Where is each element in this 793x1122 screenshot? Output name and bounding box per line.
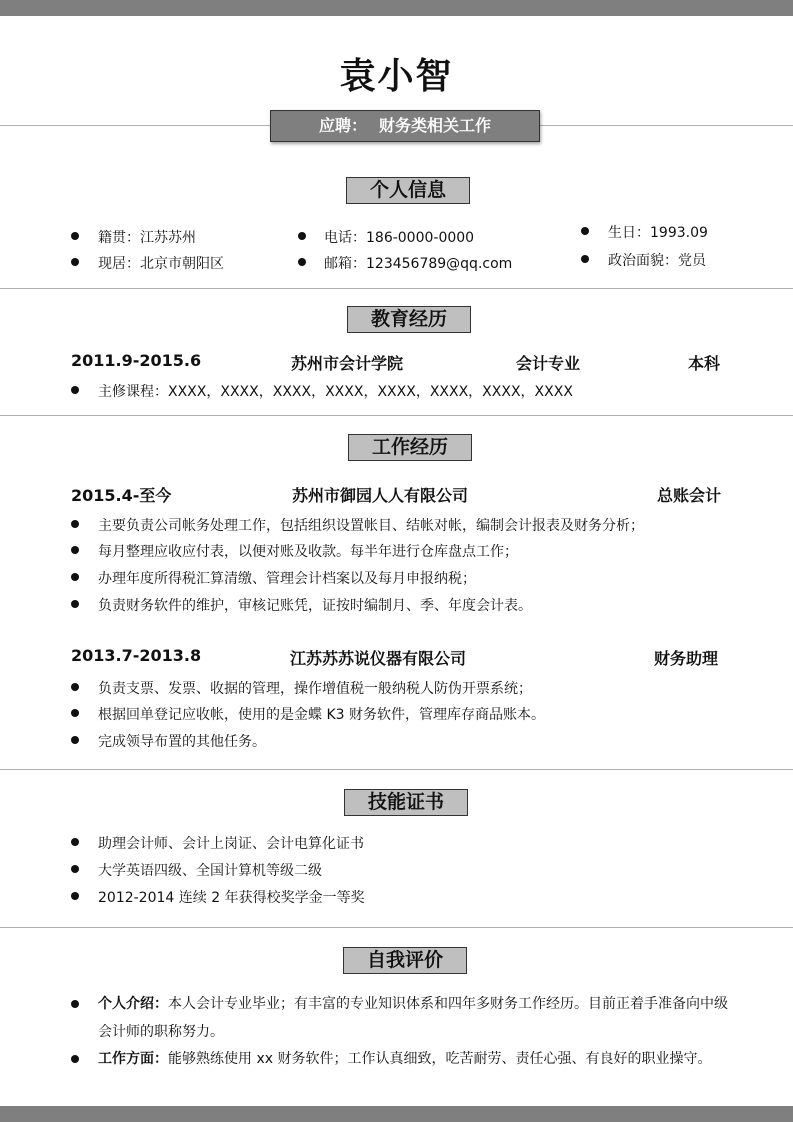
self-work-label: 工作方面： [98,1051,168,1067]
job-label: 应聘： [318,116,367,135]
bullet-dot [298,258,306,266]
top-bar [0,0,793,16]
bullet-dot [71,1055,79,1063]
skill-item: 大学英语四级、全国计算机等级二级 [98,863,322,879]
work-position: 总账会计 [657,486,722,505]
section-title-self: 自我评价 [343,947,467,974]
self-intro-label: 个人介绍： [98,996,168,1012]
section-title-work: 工作经历 [348,434,472,461]
bottom-bar [0,1106,793,1122]
work-duty: 根据回单登记应收帐，使用的是金蝶 K3 财务软件，管理库存商品账本。 [98,707,545,723]
bullet-dot [71,232,79,240]
skill-item: 2012-2014 连续 2 年获得校奖学金一等奖 [98,890,365,906]
work-duty: 负责支票、发票、收据的管理，操作增值税一般纳税人防伪开票系统； [98,681,532,697]
bullet-dot [71,546,79,554]
bullet-dot [71,600,79,608]
section-divider [0,288,793,289]
self-work-text: 能够熟练使用 xx 财务软件；工作认真细致，吃苦耐劳、责任心强、有良好的职业操守。 [168,1051,712,1067]
self-intro-text: 本人会计专业毕业；有丰富的专业知识体系和四年多财务工作经历。目前正着手准备向中级会计师的职称努力。 [98,996,728,1040]
bullet-dot [71,258,79,266]
work-duty: 负责财务软件的维护，审核记账凭，证按时编制月、季、年度会计表。 [98,598,532,614]
work-period: 2013.7-2013.8 [71,646,202,665]
education-courses: 主修课程：XXXX，XXXX，XXXX，XXXX，XXXX，XXXX，XXXX，XXXX [98,384,573,400]
work-company: 江苏苏苏说仪器有限公司 [290,649,467,668]
bullet-dot [71,1000,79,1008]
personal-political: 政治面貌：党员 [608,253,706,269]
education-degree: 本科 [688,354,721,373]
education-school: 苏州市会计学院 [291,354,404,373]
skill-item: 助理会计师、会计上岗证、会计电算化证书 [98,836,364,852]
bullet-dot [581,227,589,235]
self-work [98,1045,758,1073]
self-intro [98,990,738,1046]
work-duty: 办理年度所得税汇算清缴、管理会计档案以及每月申报纳税； [98,571,476,587]
education-period: 2011.9-2015.6 [71,351,202,370]
bullet-dot [71,386,79,394]
bullet-dot [71,736,79,744]
work-period: 2015.4-至今 [71,486,172,505]
work-duty: 完成领导布置的其他任务。 [98,734,266,750]
personal-email: 邮箱：123456789@qq.com [324,256,513,272]
job-title: 财务类相关工作 [379,116,492,135]
personal-birth: 生日：1993.09 [608,225,708,241]
bullet-dot [298,232,306,240]
bullet-dot [71,709,79,717]
section-title-personal: 个人信息 [346,177,470,204]
bullet-dot [71,838,79,846]
bullet-dot [71,865,79,873]
personal-native: 籍贯：江苏苏州 [98,230,196,246]
work-position: 财务助理 [654,649,719,668]
personal-residence: 现居：北京市朝阳区 [98,256,224,272]
section-title-education: 教育经历 [347,306,471,333]
work-duty: 主要负责公司帐务处理工作，包括组织设置帐目、结帐对帐，编制会计报表及财务分析； [98,518,644,534]
job-target-box [270,110,540,142]
work-company: 苏州市御园人人有限公司 [292,486,469,505]
education-major: 会计专业 [516,354,581,373]
bullet-dot [71,683,79,691]
work-duty: 每月整理应收应付表，以便对账及收款。每半年进行仓库盘点工作； [98,544,518,560]
resume-name: 袁小智 [339,56,454,97]
section-divider [0,769,793,770]
section-title-skills: 技能证书 [344,789,468,816]
personal-phone: 电话：186-0000-0000 [324,230,475,246]
bullet-dot [71,573,79,581]
bullet-dot [71,520,79,528]
bullet-dot [581,255,589,263]
bullet-dot [71,892,79,900]
section-divider [0,415,793,416]
section-divider [0,927,793,928]
